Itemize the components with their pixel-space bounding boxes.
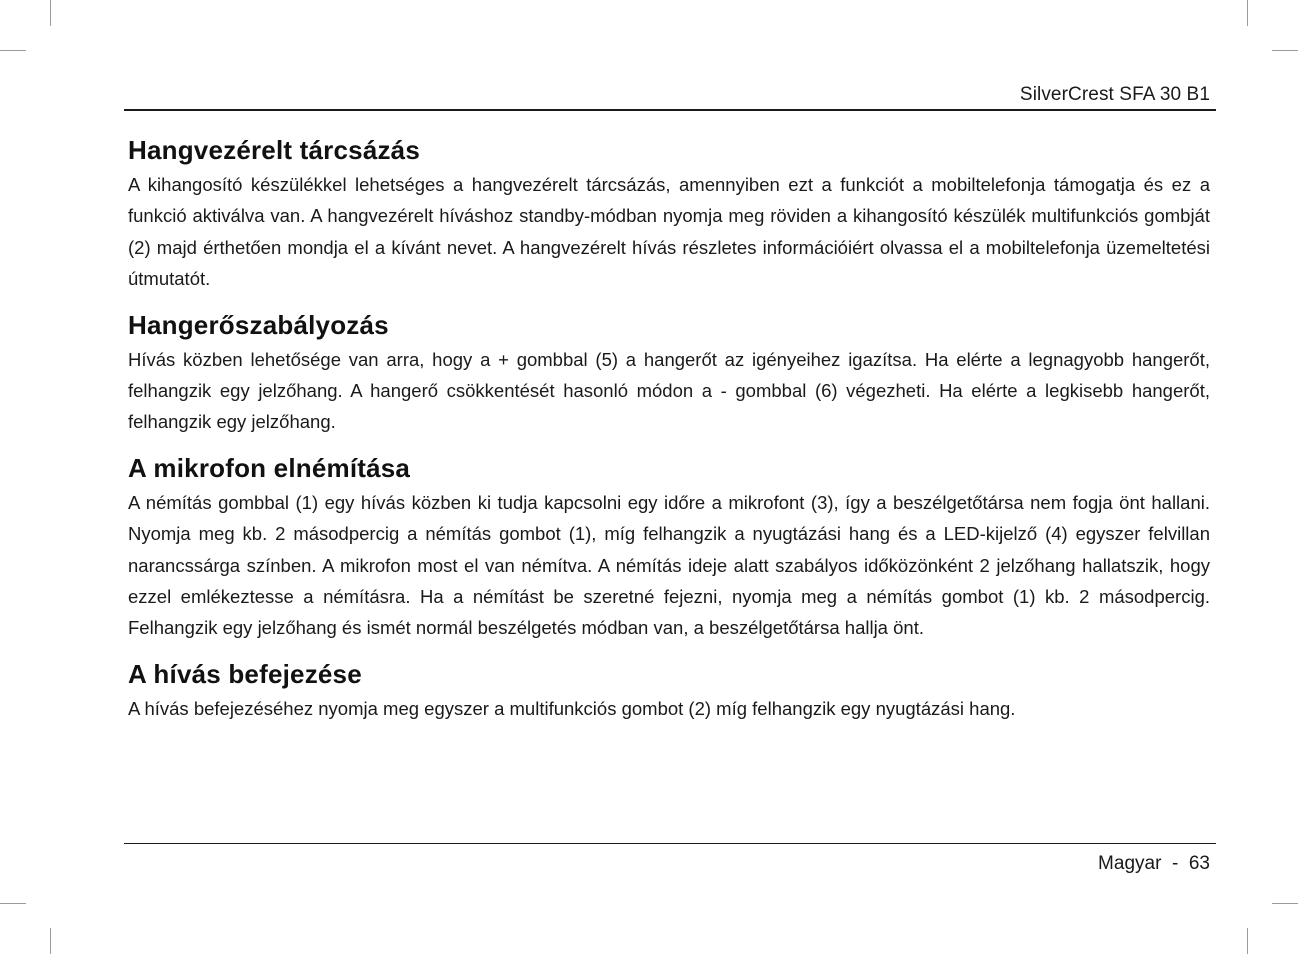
crop-mark: [0, 50, 26, 51]
running-header: SilverCrest SFA 30 B1: [1019, 84, 1210, 105]
crop-mark: [1272, 50, 1298, 51]
crop-mark: [1247, 0, 1248, 26]
section-body: A hívás befejezéséhez nyomja meg egyszer a multifunkciós gombot (2) míg felhangzik egy nyugtázási hang.: [128, 697, 1016, 719]
section-microphone-mute: [128, 452, 1210, 644]
section-body: Hívás közben lehetősége van arra, hogy a + gombbal (5) a hangerőt az igényeihez igazítsa. Ha elérte a legnagyobb hangerőt, felhangzik egy jelzőhang. A hangerő csökkentését hasonló módon a - gombbal (6) végezheti. Ha elérte a legkisebb hangerőt, felhangzik egy jelzőhang.: [128, 348, 1210, 433]
section-end-call: [128, 658, 1210, 724]
crop-mark: [50, 928, 51, 954]
section-heading: A hívás befejezése: [128, 658, 362, 689]
section-volume-control: [128, 309, 1210, 438]
section-body: A némítás gombbal (1) egy hívás közben ki tudja kapcsolni egy időre a mikrofont (3), így a beszélgetőtársa nem fogja önt hallani. Nyomja meg kb. 2 másodpercig a némítás gombot (1), míg felhangzik a nyugtázási hang és a LED-kijelző (4) egyszer felvillan narancssárga színben. A mikrofon most el van némítva. A némítás ideje alatt szabályos időközönként 2 jelzőhang hallatszik, hogy ezzel emlékeztesse a némításra. Ha a némítást be szeretné fejezni, nyomja meg a némítás gombot (1) kb. 2 másodpercig. Felhangzik egy jelzőhang és ismét normál beszélgetés módban van, a beszélgetőtársa hallja önt.: [128, 491, 1210, 639]
section-heading: Hangvezérelt tárcsázás: [128, 135, 420, 165]
crop-mark: [50, 0, 51, 26]
footer-separator: -: [1171, 853, 1179, 874]
crop-mark: [0, 903, 26, 904]
crop-mark: [1272, 903, 1298, 904]
header-rule: [124, 109, 1216, 111]
page-footer: [1098, 852, 1210, 876]
footer-language: Magyar: [1098, 853, 1162, 874]
page-content: [128, 134, 1210, 724]
section-heading: A mikrofon elnémítása: [128, 452, 411, 483]
section-body: A kihangosító készülékkel lehetséges a hangvezérelt tárcsázás, amennyiben ezt a funkciót a mobiltelefonja támogatja és ez a funkció aktiválva van. A hangvezérelt híváshoz standby-módban nyomja meg röviden a kihangosító készülék multifunkciós gombját (2) majd érthetően mondja el a kívánt nevet. A hangvezérelt hívás részletes információiért olvassa el a mobiltelefonja üzemeltetési útmutatót.: [128, 174, 1210, 290]
section-heading: Hangerőszabályozás: [128, 309, 389, 340]
section-voice-dialing: [128, 134, 1210, 295]
page-number: 63: [1188, 853, 1210, 874]
crop-mark: [1247, 928, 1248, 954]
footer-rule: [124, 843, 1216, 844]
